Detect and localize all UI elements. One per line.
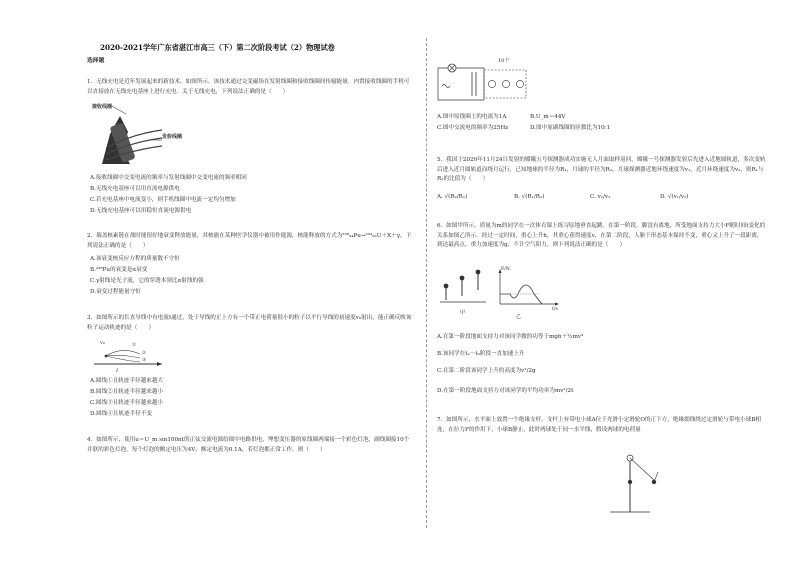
q6-axis-y-label: F/N: [501, 267, 510, 272]
q3-fig-label-current: I: [116, 368, 118, 374]
q4-fig-label: 10个: [498, 58, 510, 64]
q6-fig-label-jia: 甲: [460, 310, 466, 316]
q6-option-c[interactable]: C.在第二阶段该同学上升的高度为v²/2g: [437, 368, 536, 374]
q4-figure: [434, 58, 534, 108]
q2-option-a[interactable]: A.该衰变核反应方程的质量数不守恒: [90, 256, 180, 262]
q1-fig-label-transmitter: 发射线圈: [162, 134, 183, 140]
q6-figure: [440, 268, 560, 318]
q7-stem: 7．如图所示，水平面上放置一个绝缘支杆，支杆上有带电小球A位于光滑小定滑轮O的正下方，绝缘细线绕过定滑轮与带电小球B相连，在拉力F的作用下，小球B静止，此时两球处于同一水平线，假设两球的电荷量: [437, 417, 761, 433]
q3-fig-label-v0: v₀: [100, 340, 105, 346]
q6-option-a[interactable]: A.在第一阶段地面支持力对该同学做的功等于mgh＋½mv²: [437, 334, 584, 340]
q2-option-b[interactable]: B.²³⁸Pu的衰变是α衰变: [90, 267, 148, 273]
q3-fig-label-2: ②: [142, 351, 147, 356]
page-title: 2020-2021学年广东省湛江市高三（下）第二次阶段考试（2）物理试卷: [100, 43, 335, 52]
q3-fig-label-3: ③: [142, 358, 147, 363]
q3-option-c[interactable]: C.圆线③且轨迹半径越来越小: [90, 400, 163, 406]
q1-stem: 1．无线充电是近年发展起来的新技术，如图所示，该技术通过交变磁场在发射线圈和接收线圈间传输能量．内置接收线圈的手机可以直接放在无线充电基座上进行充电．关于无线充电，下列说法正确的是（ ）: [87, 79, 410, 95]
q1-option-a[interactable]: A.接收线圈中交变电流的频率与发射线圈中交变电流的频率相同: [90, 175, 247, 181]
q6-option-b[interactable]: B.该同学在t₂～t₃阶段一直加速上升: [437, 351, 525, 357]
q4-option-b[interactable]: B.U_m＝44V: [530, 114, 566, 120]
q3-option-b[interactable]: B.圆线②且轨迹半径越来越小: [90, 389, 164, 395]
q5-option-c[interactable]: C. v₁/v₂: [590, 194, 611, 200]
q4-stem: 4．如图所示，使用u＝U_m sin100πt的正弦交流电源给图中电路供电，埋想变压器的原线圈两端接一个彩色灯泡，副线圈接10个并联的彩色灯泡，每个灯泡的额定电压为4V，额定电流为0.1A，若灯泡都正常工作，则（ ）: [87, 437, 410, 453]
q3-fig-label-1: ①: [132, 343, 137, 348]
q6-axis-x-label: t/s: [552, 307, 558, 312]
q3-option-a[interactable]: A.圆线①且轨迹半径越来越大: [90, 378, 163, 384]
section-label: 选择题: [87, 58, 105, 64]
q1-option-c[interactable]: C.若充电基座中电流变小，则手机线圈中电流一定均匀增加: [90, 197, 236, 203]
q7-figure: [600, 452, 660, 516]
q4-option-a[interactable]: A.图中原线圈上的电流为1A: [437, 114, 507, 120]
q5-stem: 5．我国于2020年11月24日发射的嫦娥五号探测器成功实施无人月面取样返回，嫦娥一号探测器发射后先进入近地圆轨道，多次变轨后进入近月圆轨道而绕月运行，已知地球的半径为R₁，月球的半径为R₂，月球探测器近地环绕速度为v₁，近月环绕速度为v₂，则R₁与R₂的比值为（ ）: [437, 157, 766, 182]
q2-stem: 2．瑞盖核素链在战时能很好地衰变释放能量，其核能在某种医学仪器中被用作能源，核能释放的方式为²³⁸₉₄Pu→²³⁴₉₂U＋X＋γ，下列说法正确的是（ ）: [87, 233, 412, 249]
q5-option-b[interactable]: B. √(R₁/R₂): [514, 194, 545, 200]
q4-option-d[interactable]: D.图中原副线圈的匝数比为10:1: [530, 125, 611, 131]
q2-option-c[interactable]: C.γ射线是光子流，它的穿透本领比α射线的强: [90, 278, 204, 284]
q4-option-c[interactable]: C.图中交流电的频率为25Hz: [437, 125, 509, 131]
q3-stem: 3．如图所示的长直导线中有电流I通过，处于导线的正上方有一个带正电荷量很小的粒子以平行导线的初速度v₀射出，能正确反映该粒子运动轨迹的是（ ）: [87, 315, 412, 331]
q2-option-d[interactable]: D.衰变过程能量守恒: [90, 289, 141, 295]
q6-option-d[interactable]: D.在第一阶段地面支持力对该同学的平均功率为mv²/2t: [437, 388, 574, 394]
q1-option-d[interactable]: D.无线充电基座可以用稳恒直流电源供电: [90, 208, 192, 214]
q5-option-a[interactable]: A. √(R₂/R₁): [437, 194, 468, 200]
q1-fig-label-receiver: 接收线圈: [92, 104, 113, 110]
q5-option-d[interactable]: D. √(v₁/v₂): [660, 194, 689, 200]
q3-option-d[interactable]: D.圆线④且轨迹半径不变: [90, 411, 153, 417]
column-divider: [426, 38, 427, 528]
q6-stem: 6．如图甲所示，质量为m的同学在一次体育课上练习原地垂直起跳．在第一阶段，脚没有离地，所受地面支持力大小F随时间t变化的关系如图乙所示．经过一定时间，重心上升h，其重心获得速度v，在第二阶段，人躯干形态基本保持不变，重心又上升了一段距离，到达最高点，重力加速度为g，不计空气阻力，则下列说法正确的是（ ）: [437, 223, 766, 248]
q6-fig-label-yi: 乙: [516, 314, 522, 320]
q1-option-b[interactable]: B.无线充电基座可以用直流电源供电: [90, 186, 180, 192]
